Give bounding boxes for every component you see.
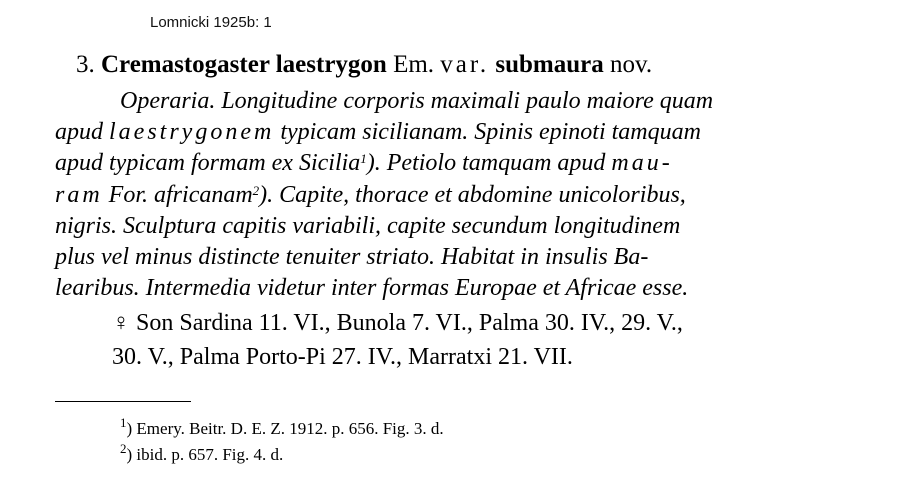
- spaced-name: mau-: [611, 150, 673, 176]
- footnote-divider: [55, 401, 191, 402]
- record-line-2: 30. V., Palma Porto-Pi 27. IV., Marratxi 21. VII.: [112, 344, 573, 370]
- body-line-3: apud typicam formam ex Sicilia$^1$). Petiolo tamquam apud mau-: [55, 150, 673, 176]
- body-line-6: plus vel minus distincte tenuiter striato. Habitat in insulis Ba-: [55, 244, 649, 270]
- footnote-2: $^2$) ibid. p. 657. Fig. 4. d.: [120, 441, 284, 464]
- heading-species: Cremastogaster laestrygon: [101, 51, 387, 78]
- body-line-1: Operaria. Longitudine corporis maximali paulo maiore quam: [120, 88, 714, 114]
- footnote-mark: 1: [120, 415, 127, 430]
- footnote-ref-2: 2: [252, 183, 260, 198]
- footnote-1: $^1$) Emery. Beitr. D. E. Z. 1912. p. 656. Fig. 3. d.: [120, 415, 444, 438]
- spaced-name: laestrygonem: [109, 119, 275, 145]
- footnote-ref-1: 1: [360, 151, 367, 166]
- footnote-mark: 2: [120, 441, 127, 456]
- species-heading: [76, 50, 652, 80]
- body-line-7: learibus. Intermedia videtur inter formas Europae et Africae esse.: [55, 275, 689, 301]
- heading-author: Em.: [393, 51, 435, 78]
- heading-variety: submaura: [495, 51, 604, 78]
- record-line-1: ♀ Son Sardina 11. VI., Bunola 7. VI., Palma 30. IV., 29. V.,: [112, 310, 683, 336]
- body-line-2: apud laestrygonem typicam sicilianam. Spinis epinoti tamquam: [55, 119, 701, 145]
- body-line-5: nigris. Sculptura capitis variabili, capite secundum longitudinem: [55, 213, 681, 239]
- body-line-4: ram For. africanam$^2$). Capite, thorace et abdomine unicoloribus,: [55, 182, 686, 208]
- spaced-name: ram: [55, 182, 103, 208]
- heading-number: 3.: [76, 51, 95, 78]
- heading-status: nov.: [609, 51, 653, 78]
- source-label: Lomnicki 1925b: 1: [150, 14, 272, 31]
- heading-rank: var.: [440, 51, 490, 78]
